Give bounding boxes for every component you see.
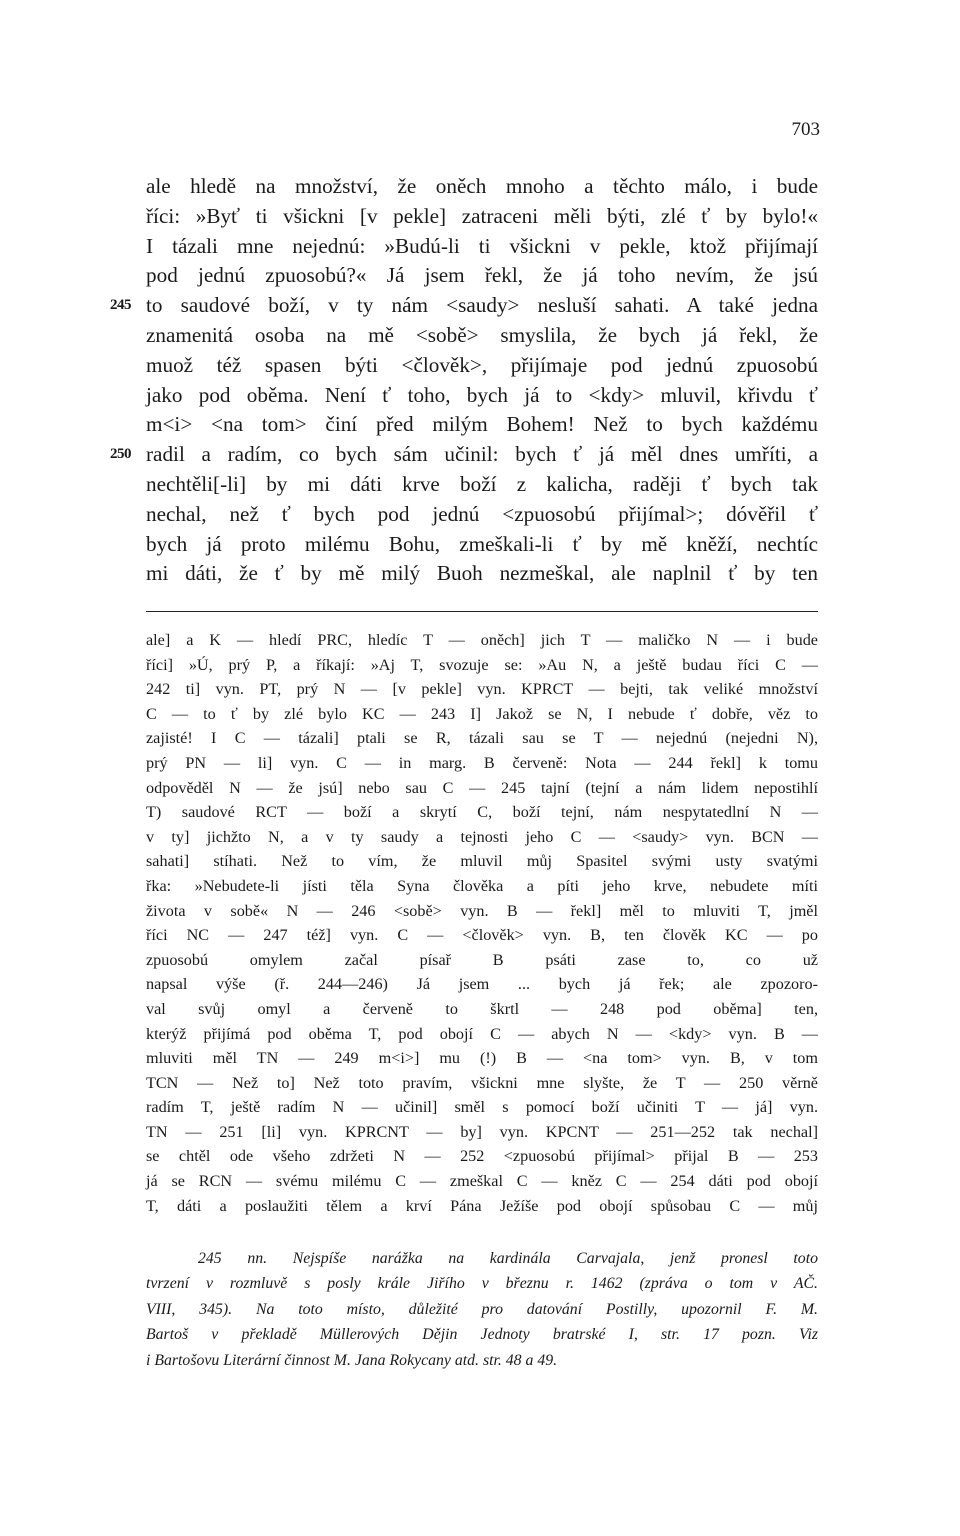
line-text: říci: »Byť ti všickni [v pekle] zatraceni měli býti, zlé ť by bylo!« [146,203,818,228]
apparatus-line: TN — 251 [li] vyn. KPRCNT — by] vyn. KPCNT — 251—252 tak nechal] [146,1122,818,1141]
apparatus-line: radím T, ještě radím N — učinil] směl s pomocí boží učiniti T — já] vyn. [146,1098,818,1117]
apparatus-line: zajisté! I C — tázali] ptali se R, tázali sau se T — nejednú (nejedni N), [146,729,818,748]
apparatus-line: napsal výše (ř. 244—246) Já jsem ... bych já řek; ale zpozoro- [146,975,818,994]
apparatus-line: T, dáti a poslaužiti tělem a krví Pána Ježíše pod obojí spůsobau C — můj [146,1196,818,1215]
line-text: to saudové boží, v ty nám <saudy> nesluší sahati. A také jedna [146,293,818,318]
editor-note-line: 245 nn. Nejspíše narážka na kardinála Carvajala, jenž pronesl toto [198,1250,818,1267]
line-text: nechal, než ť bych pod jednú <zpuosobú přijímal>; dóvěřil ť [146,501,818,526]
text-line [146,470,818,500]
apparatus-line: řka: »Nebudete-li jísti těla Syna člověka a píti jeho krve, nebudete míti [146,876,818,895]
footnote-divider [146,611,818,612]
line-text: radil a radím, co bych sám učinil: bych ť já měl dnes umříti, a [146,442,818,467]
text-line [110,291,818,321]
apparatus-line: T) saudové RCT — boží a skrytí C, boží tejní, nám nespytatedlní N — [146,803,818,822]
editor-note-line: i Bartošovu Literární činnost M. Jana Rokycany atd. str. 48 a 49. [146,1351,558,1369]
apparatus-line: kterýž přijímá pod oběma T, pod obojí C — abych N — <kdy> vyn. B — [146,1024,818,1043]
apparatus-line: val svůj omyl a červeně to škrtl — 248 pod oběma] ten, [146,999,818,1018]
text-line [146,172,818,202]
apparatus-line: prý PN — li] vyn. C — in marg. B červeně: Nota — 244 řekl] k tomu [146,753,818,772]
apparatus-line: mluviti měl TN — 249 m<i>] mu (!) B — <na tom> vyn. B, v tom [146,1049,818,1068]
line-text: m<i> <na tom> činí před milým Bohem! Než to bych každému [146,412,818,437]
apparatus-line: zpuosobú omylem začal písař B psáti zase to, co už [146,950,818,969]
apparatus-line: 242 ti] vyn. PT, prý N — [v pekle] vyn. KPRCT — bejti, tak veliké množství [146,680,818,699]
text-line [146,500,818,530]
text-line [146,261,818,291]
apparatus-line: já se RCN — svému milému C — zmeškal C — kněz C — 254 dáti pod obojí [146,1172,818,1191]
apparatus-line: říci] »Ú, prý P, a říkají: »Aj T, svozuje se: »Au N, a ještě budau říci C — [146,655,818,674]
line-text: ale hledě na množství, že oněch mnoho a těchto málo, i bude [146,174,818,198]
apparatus-line: odpověděl N — že jsú] nebo sau C — 245 tajní (tejní a nám lidem nepostihlí [146,778,818,797]
text-line [146,530,818,560]
text-line [146,410,818,440]
line-text: nechtěli[-li] by mi dáti krve boží z kalicha, raději ť bych tak [146,471,818,496]
text-line [110,440,818,470]
apparatus-line: TCN — Než to] Než toto pravím, všickni mne slyšte, že T — 250 věrně [146,1073,818,1092]
text-line [146,559,818,589]
line-number: 250 [110,446,131,463]
text-line [146,321,818,351]
apparatus-line: ale] a K — hledí PRC, hledíc T — oněch] jich T — maličko N — i bude [146,631,818,649]
apparatus-line: sahati] stíhati. Než to vím, že mluvil můj Spasitel svými usty svatými [146,852,818,871]
apparatus-line: říci NC — 247 též] vyn. C — <člověk> vyn. B, ten člověk KC — po [146,926,818,945]
text-line [146,232,818,262]
page-number: 703 [791,119,820,140]
critical-apparatus [146,628,818,1218]
line-text: pod jednú zpuosobú?« Já jsem řekl, že já toho nevím, že jsú [146,263,818,288]
line-text: muož též spasen býti <člověk>, přijímaje pod jednú zpuosobú [146,352,818,377]
text-line [146,351,818,381]
line-text: jako pod oběma. Není ť toho, bych já to <kdy> mluvil, křivdu ť [146,382,818,407]
line-text: I tázali mne nejednú: »Budú-li ti všickni v pekle, ktož přijímají [146,233,818,258]
editor-note [146,1246,818,1373]
apparatus-line: C — to ť by zlé bylo KC — 243 I] Jakož se N, I nebude ť dobře, věz to [146,704,818,723]
line-number: 245 [110,297,131,314]
apparatus-line: v ty] jichžto N, a v ty saudy a tejnosti jeho C — <saudy> vyn. BCN — [146,827,818,846]
line-text: mi dáti, že ť by mě milý Buoh nezmeškal, ale naplnil ť by ten [146,561,818,586]
apparatus-line: se chtěl ode všeho zdržeti N — 252 <zpuosobú přijímal> přijal B — 253 [146,1147,818,1166]
line-text: bych já proto milému Bohu, zmeškali-li ť by mě kněží, nechtíc [146,531,818,556]
text-line [146,381,818,411]
apparatus-line: života v sobě« N — 246 <sobě> vyn. B — řekl] měl to mluviti T, jměl [146,901,818,920]
main-text [110,172,818,589]
text-line [146,202,818,232]
editor-note-line: Bartoš v překladě Müllerových Dějin Jednoty bratrské I, str. 17 pozn. Viz [146,1326,818,1344]
line-text: znamenitá osoba na mě <sobě> smyslila, že bych já řekl, že [146,322,818,347]
editor-note-line: VIII, 345). Na toto místo, důležité pro datování Postilly, upozornil F. M. [146,1300,818,1318]
editor-note-line: tvrzení v rozmluvě s posly krále Jiřího v březnu r. 1462 (zpráva o tom v AČ. [146,1275,818,1293]
